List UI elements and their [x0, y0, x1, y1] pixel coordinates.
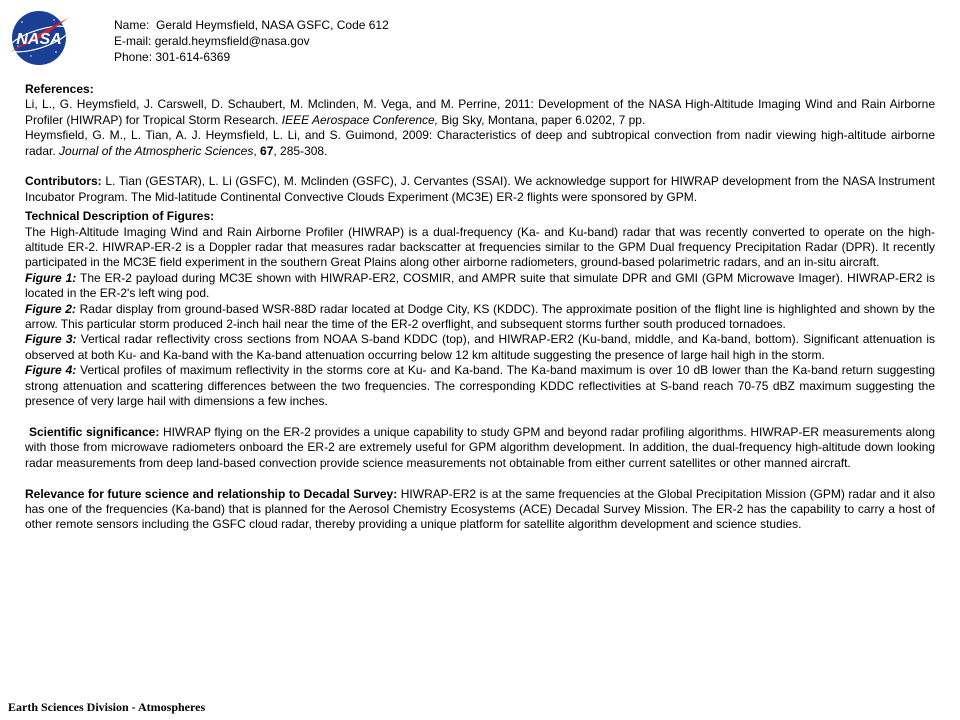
footer-division: Earth Sciences Division - Atmospheres [8, 700, 206, 714]
contributors-text: L. Tian (GESTAR), L. Li (GSFC), M. Mclinden (GSFC), J. Cervantes (SSAI). We acknowledge support for HIWRAP development from the NASA Instrument Incubator Program. The Mid-latitude Continental Convective Clouds Experiment (MC3E) ER-2 flights were sponsored by GPM. [25, 174, 935, 204]
figure-3-label: Figure 3: [25, 332, 77, 347]
figure-4-text: Vertical profiles of maximum reflectivity in the storms core at Ku- and Ka-band. The Ka-band maximum is over 10 dB lower than the Ka-band return suggesting strong attenuation and scattering differences between the two frequencies. The corresponding KDDC reflectivities at S-band reach 70-75 dBZ maximum suggesting the presence of very large hail with dimensions a few inches. [25, 363, 935, 409]
nasa-logo-icon [4, 8, 74, 68]
contact-block [114, 17, 389, 65]
figure-2-text: Radar display from ground-based WSR-88D radar located at Dodge City, KS (KDDC). The approximate position of the flight line is highlighted and shown by the arrow. This particular storm produced 2-inch hail near the time of the ER-2 overflight, and subsequent storms further south produced tornadoes. [25, 301, 936, 332]
technical-title: Technical Description of Figures: [25, 209, 215, 224]
figure-1-caption [25, 271, 935, 302]
reference-1-text: Li, L., G. Heymsfield, J. Carswell, D. Schaubert, M. Mclinden, M. Vega, and M. Perrine, 2011: Development of the NASA High-Altitude Imaging Wind and Rain Airborne Profiler (HIWRAP) for Tropical Storm Research. [25, 97, 935, 127]
reference-1 [25, 97, 935, 128]
email-label: E-mail: [114, 34, 152, 48]
reference-2-pages: , 285-308. [273, 143, 328, 158]
contributors-label: Contributors: [25, 174, 106, 189]
reference-2-text: Heymsfield, G. M., L. Tian, A. J. Heymsfield, L. Li, and S. Guimond, 2009: Characteristics of deep and subtropical convection from nadir viewing high-altitude airborne radar. [25, 128, 935, 158]
figure-1-text: The ER-2 payload during MC3E shown with HIWRAP-ER2, COSMIR, and AMPR suite that simulate DPR and GMI (GPM Microwave Imager). HIWRAP-ER2 is located in the ER-2's left wing pod. [25, 270, 936, 301]
name-label: Name: [114, 18, 150, 32]
reference-2-journal: Journal of the Atmospheric Sciences [59, 143, 254, 158]
figure-1-label: Figure 1: [25, 270, 77, 285]
figure-4-label: Figure 4: [25, 363, 77, 378]
name-value: Gerald Heymsfield, NASA GSFC, Code 612 [156, 18, 389, 32]
figure-2-label: Figure 2: [25, 301, 76, 316]
significance-text: HIWRAP flying on the ER-2 provides a unique capability to study GPM and beyond radar profiling algorithms. HIWRAP-ER measurements along with those from microwave radiometers onboard the ER-2 are extremely useful for GPM algorithm development. In addition, the dual-frequency high-altitude down looking radar measurements from deep land-based convection provide science measurements not obtainable from either current satellites or other manned aircraft. [25, 424, 936, 470]
significance-paragraph [25, 425, 935, 471]
contributors-paragraph [25, 174, 935, 205]
figure-3-text: Vertical radar reflectivity cross sections from NOAA S-band KDDC (top), and HIWRAP-ER2 (Ku-band, middle, and Ka-band, bottom). Significant attenuation is observed at both Ku- and Ka-band with the Ka-band attenuation occurring below 12 km altitude suggesting the presence of large hail high in the storm. [25, 332, 936, 362]
phone-value: 301-614-6369 [155, 50, 231, 64]
phone-label: Phone: [114, 50, 153, 64]
main-content [25, 82, 935, 533]
reference-2-sep: , [253, 143, 261, 158]
reference-1-tail: Big Sky, Montana, paper 6.0202, 7 pp. [438, 112, 646, 127]
figure-3-caption [25, 332, 935, 363]
logo-text: NASA [16, 31, 62, 48]
contact-name-row [114, 17, 389, 33]
contact-email-row [114, 33, 389, 49]
relevance-paragraph [25, 487, 935, 533]
technical-intro: The High-Altitude Imaging Wind and Rain Airborne Profiler (HIWRAP) is a dual-frequency (Ka- and Ku-band) radar that was recently converted to operate on the high-altitude ER-2. HIWRAP-ER-2 is a Doppler radar that measures radar backscatter at frequencies similar to the GPM Dual frequency Precipitation Radar (DPR). It recently participated in the MC3E field experiment in the southern Great Plains along other airborne radiometers, ground-based polarimetric radars, and an in-situ aircraft. [25, 224, 935, 270]
email-value: gerald.heymsfield@nasa.gov [154, 34, 310, 48]
reference-1-venue: IEEE Aerospace Conference, [281, 112, 439, 127]
relevance-label: Relevance for future science and relationship to Decadal Survey: [25, 486, 401, 501]
relevance-text: HIWRAP-ER2 is at the same frequencies at the Global Precipitation Mission (GPM) radar and it also has one of the frequencies (Ka-band) that is planned for the Aerosol Chemistry Ecosystems (ACE) Decadal Survey Mission. The ER-2 has the capability to carry a host of other remote sensors including the GSFC cloud radar, thereby providing a unique platform for satellite algorithm development and science studies. [25, 486, 935, 532]
significance-label: Scientific significance: [29, 424, 163, 439]
figure-4-caption [25, 363, 935, 409]
figure-2-caption [25, 302, 935, 333]
references-title: References: [25, 82, 94, 96]
reference-2-volume: 67 [260, 143, 274, 158]
contact-phone-row [114, 49, 389, 65]
reference-2 [25, 128, 935, 159]
